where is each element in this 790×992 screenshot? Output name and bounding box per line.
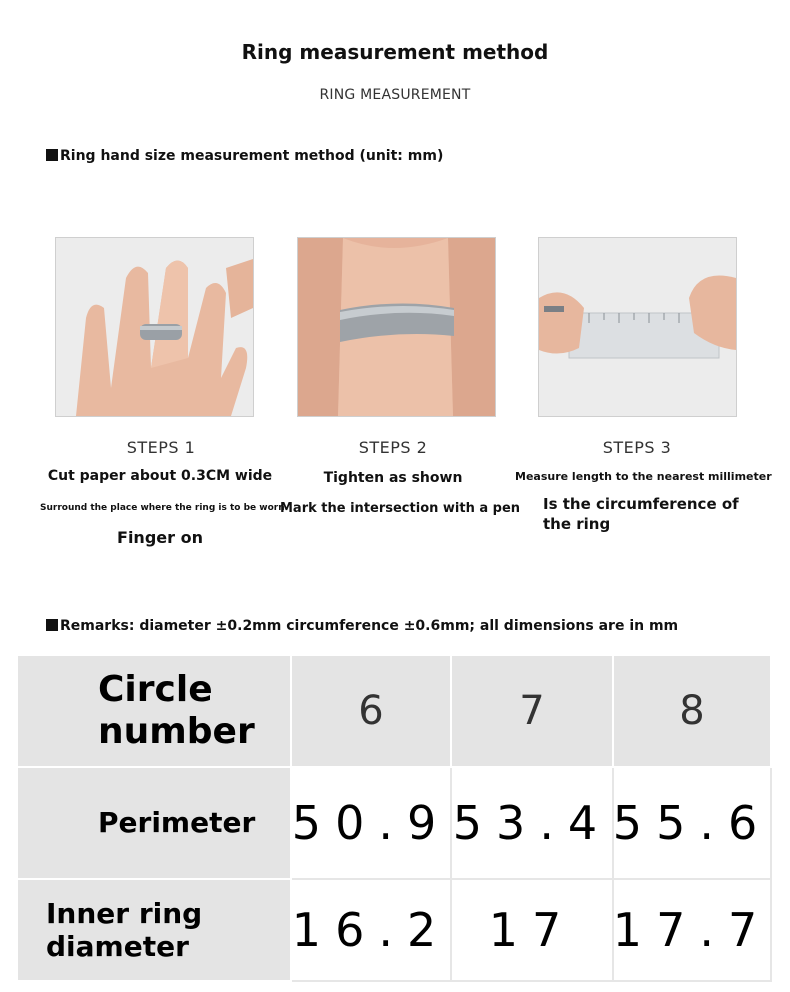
perimeter-cell: 55.6 <box>614 768 772 880</box>
page-title: Ring measurement method <box>241 40 549 64</box>
step3-line2: Is the circumference of <box>543 495 739 513</box>
circle-number-cell: 7 <box>452 656 614 768</box>
step3-photo <box>538 237 737 417</box>
step3-label: STEPS 3 <box>602 438 672 457</box>
inner-diameter-cell: 16.2 <box>292 880 452 982</box>
section-heading-measurement <box>46 148 443 164</box>
section-heading-remarks <box>46 618 678 634</box>
row-label-perimeter: Perimeter <box>18 768 292 880</box>
row-label-circle-number: Circle number <box>18 656 292 768</box>
step3-line3: the ring <box>543 515 611 533</box>
step1-line3: Finger on <box>117 528 203 547</box>
ruler-measure-image <box>539 238 736 416</box>
hand-with-ring-image <box>56 238 253 416</box>
step2-label: STEPS 2 <box>358 438 428 457</box>
remarks-text: Remarks: diameter ±0.2mm circumference ±0.6mm; all dimensions are in mm <box>60 618 679 634</box>
step1-label: STEPS 1 <box>126 438 196 457</box>
step2-line2: Mark the intersection with a pen <box>280 501 521 516</box>
inner-diameter-cell: 17 <box>452 880 614 982</box>
step2-photo <box>297 237 496 417</box>
square-bullet-icon <box>46 619 58 631</box>
step1-line1: Cut paper about 0.3CM wide <box>47 468 273 484</box>
square-bullet-icon <box>46 149 58 161</box>
step3-line1: Measure length to the nearest millimeter <box>515 470 772 483</box>
page-subtitle: RING MEASUREMENT <box>319 87 471 103</box>
row-label-inner-diameter: Inner ring diameter <box>18 880 292 982</box>
section-heading-text: Ring hand size measurement method (unit: mm) <box>60 148 444 164</box>
step1-line2: Surround the place where the ring is to be worn <box>40 503 285 513</box>
ring-closeup-image <box>298 238 495 416</box>
size-table <box>18 656 772 982</box>
perimeter-cell: 50.9 <box>292 768 452 880</box>
step1-photo <box>55 237 254 417</box>
step2-line1: Tighten as shown <box>323 470 463 486</box>
perimeter-cell: 53.4 <box>452 768 614 880</box>
circle-number-cell: 8 <box>614 656 772 768</box>
inner-diameter-cell: 17.7 <box>614 880 772 982</box>
circle-number-cell: 6 <box>292 656 452 768</box>
